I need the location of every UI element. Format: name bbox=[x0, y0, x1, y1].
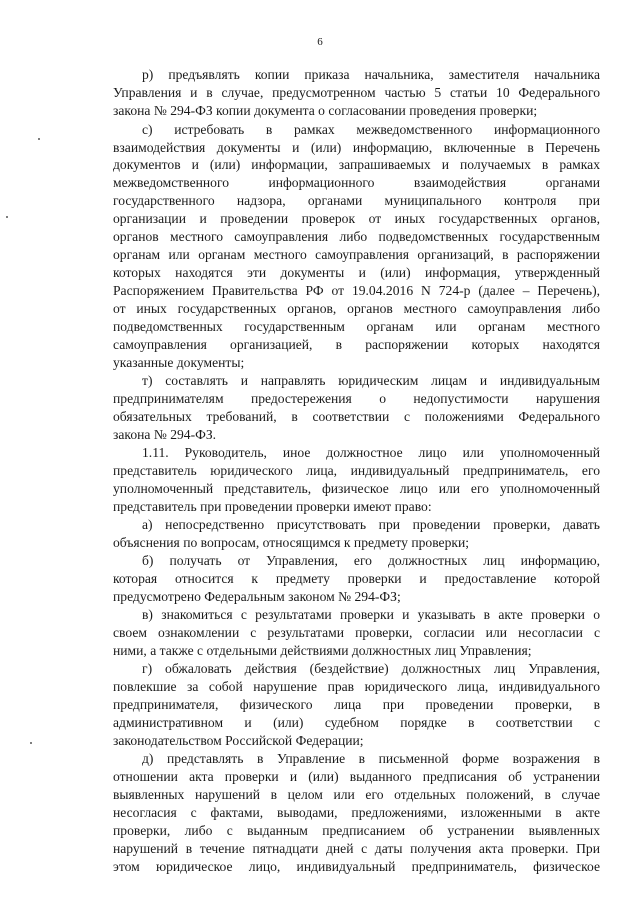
text-line: Распоряжением Правительства РФ от 19.04.2016 N 724-р (далее – Перечень), bbox=[113, 283, 600, 298]
text-line: в) знакомиться с результатами проверки и указывать в акте проверки о bbox=[142, 607, 600, 622]
text-line: которых находятся эти документы и (или) информация, утвержденный bbox=[113, 265, 600, 280]
text-line: органов местного самоуправления либо подведомственных государственным bbox=[113, 229, 600, 244]
text-line: которая относится к предмету проверки и предоставление которой bbox=[113, 571, 600, 586]
text-line: самоуправления организацией, в распоряжении которых находятся bbox=[113, 337, 600, 352]
text-line: закона № 294-ФЗ копии документа о согласовании проведения проверки; bbox=[113, 103, 538, 118]
scan-speck bbox=[30, 742, 32, 744]
scan-speck bbox=[38, 138, 40, 140]
text-line: предпринимателям предостережения о недопустимости нарушения bbox=[113, 391, 600, 406]
text-line: повлекшие за собой нарушение прав юридического лица, индивидуального bbox=[113, 679, 600, 694]
text-line: подведомственных государственным органам или органам местного bbox=[113, 319, 600, 334]
text-line: выявленных нарушений в целом или его отдельных положений, в случае bbox=[113, 787, 600, 802]
text-line: организации и проведении проверок от иных государственных органов, bbox=[113, 211, 600, 226]
scan-speck bbox=[6, 216, 8, 218]
text-line: обязательных требований, в соответствии с положениями Федерального bbox=[113, 409, 600, 424]
text-line: Управления и в случае, предусмотренном частью 5 статьи 10 Федерального bbox=[113, 85, 600, 100]
text-line: а) непосредственно присутствовать при проведении проверки, давать bbox=[142, 517, 600, 532]
text-line: закона № 294-ФЗ. bbox=[113, 427, 217, 442]
text-line: предпринимателя, физического лица при проведении проверки, в bbox=[113, 697, 600, 712]
text-line: 1.11. Руководитель, иное должностное лицо или уполномоченный bbox=[142, 445, 600, 460]
text-line: представитель при проведении проверки имеют право: bbox=[113, 499, 432, 514]
text-line: проверки, либо с выданным предписанием об устранении выявленных bbox=[113, 823, 600, 838]
text-line: взаимодействия документы и (или) информацию, включенные в Перечень bbox=[113, 140, 600, 155]
text-line: нарушений в течение пятнадцати дней с даты получения акта проверки. При bbox=[113, 841, 600, 856]
text-line: объяснения по вопросам, относящимся к предмету проверки; bbox=[113, 535, 470, 550]
text-line: несогласия с фактами, выводами, предложениями, изложенными в акте bbox=[113, 805, 600, 820]
text-line: государственного надзора, органами муниципального контроля при bbox=[113, 193, 600, 208]
text-line: д) представлять в Управление в письменной форме возражения в bbox=[142, 751, 600, 766]
text-line: своем ознакомлении с результатами проверки, согласии или несогласии с bbox=[113, 625, 600, 640]
text-line: межведомственного информационного взаимодействия органами bbox=[113, 175, 600, 190]
text-line: уполномоченный представитель, физическое лицо или его уполномоченный bbox=[113, 481, 600, 496]
text-line: административном и (или) судебном порядке в соответствии с bbox=[113, 715, 600, 730]
text-line: б) получать от Управления, его должностных лиц информацию, bbox=[142, 553, 600, 568]
text-line: документов и (или) информации, запрашиваемых и получаемых в рамках bbox=[113, 157, 600, 172]
text-line: законодательством Российской Федерации; bbox=[113, 733, 364, 748]
text-line: указанные документы; bbox=[113, 355, 245, 370]
text-line: от иных государственных органов, органов местного самоуправления либо bbox=[113, 301, 600, 316]
text-line: этом юридическое лицо, индивидуальный предприниматель, физическое bbox=[113, 859, 600, 874]
text-line: г) обжаловать действия (бездействие) должностных лиц Управления, bbox=[142, 661, 600, 676]
text-line: предусмотрено Федеральным законом № 294-ФЗ; bbox=[113, 589, 401, 604]
text-line: р) предъявлять копии приказа начальника, заместителя начальника bbox=[142, 67, 600, 82]
page-number: 6 bbox=[317, 36, 323, 48]
text-line: отношении акта проверки и (или) выданного предписания об устранении bbox=[113, 769, 600, 784]
text-line: представитель юридического лица, индивидуальный предприниматель, его bbox=[113, 463, 600, 478]
text-line: органам или органам местного самоуправления организаций, в распоряжении bbox=[113, 247, 600, 262]
text-line: с) истребовать в рамках межведомственного информационного bbox=[142, 122, 600, 137]
text-line: ними, а также с отдельными действиями должностных лиц Управления; bbox=[113, 643, 532, 658]
text-line: т) составлять и направлять юридическим лицам и индивидуальным bbox=[142, 373, 600, 388]
